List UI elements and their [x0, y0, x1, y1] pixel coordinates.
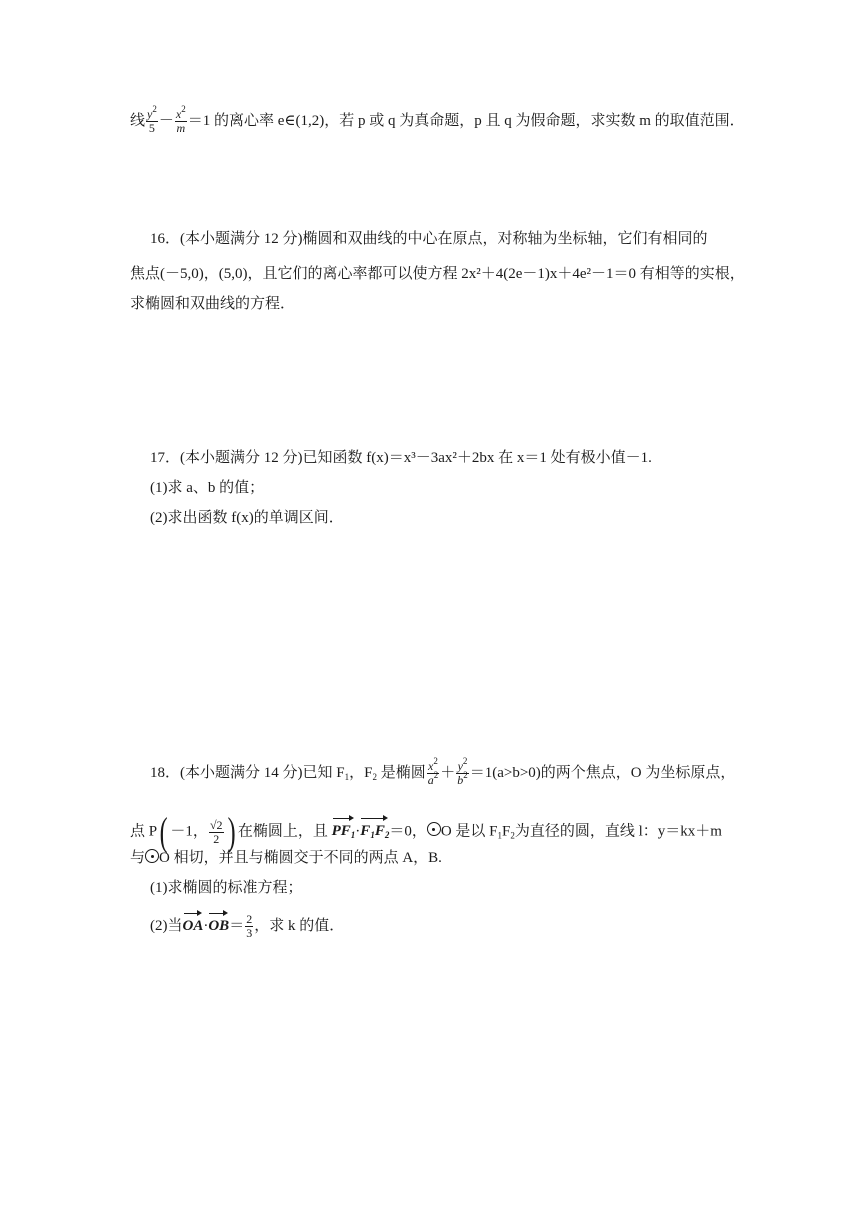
vector-f1f2: $F_1F_2$: [360, 818, 389, 841]
problem-16-line-3: 求椭圆和双曲线的方程．: [130, 296, 296, 312]
score-note: (本小题满分 12 分): [180, 231, 303, 247]
problem-17-line-1: 17．(本小题满分 12 分)已知函数 f(x)＝x³－3ax²＋2bx 在 x＝1 处有极小值－1.: [150, 450, 652, 466]
problem-16-line-2: 焦点(－5,0)，(5,0)，且它们的离心率都可以使方程 2x²＋4(2e－1)x＋4e²－1＝0 有相等的实根，: [130, 266, 745, 282]
problem-18-sub-2: (2)当OA·OB＝ $\frac{2}{3}$ ，求 k 的值．: [150, 912, 345, 941]
problem-number: 18．: [150, 764, 181, 781]
ellipse-frac-2: $\frac{y^2}{b^2}$: [457, 756, 468, 787]
value-frac: $\frac{2}{3}$: [246, 912, 253, 941]
problem-15-tail: 线 $\frac{y^2}{5}$ － $\frac{x^2}{m}$ ＝1 的离心率 e∈(1,2)，若 p 或 q 为真命题，p 且 q 为假命题，求实数 m 的取值范围．: [130, 104, 745, 135]
score-note: (本小题满分 14 分): [180, 764, 303, 781]
problem-17-sub-1: (1)求 a、b 的值；: [150, 480, 265, 496]
problem-18-sub-1: (1)求椭圆的标准方程；: [150, 880, 303, 896]
left-paren: (: [159, 809, 168, 854]
problem-18-line-2: 点 P( －1， $\frac{√2}{2}$ ) 在椭圆上，且 $PF_1\cdot F_1F_2=0$， O 是以 $F_1F_2$为直径的圆，直线 l：y＝kx＋m: [130, 809, 722, 854]
problem-15-text: 的离心率 e∈(1,2)，若 p 或 q 为真命题，p 且 q 为假命题，求实数 m 的取值范围．: [210, 112, 745, 129]
vector-ob: OB: [208, 913, 229, 936]
point-x: －1，: [170, 823, 208, 840]
problem-16-line-1: 16．(本小题满分 12 分)椭圆和双曲线的中心在原点，对称轴为坐标轴，它们有相同的: [150, 231, 708, 247]
point-y-frac: $\frac{√2}{2}$: [209, 817, 223, 846]
problem-18-line-1: 18．(本小题满分 14 分)已知 $F_1$，$F_2$ 是椭圆 $\frac{x^2}{a^2}$ ＋ $\frac{y^2}{b^2}$ ＝1(a>b>0)的两个焦点，O 为坐标原点，: [150, 756, 736, 787]
odot-icon: [145, 849, 159, 863]
vector-oa: OA: [183, 913, 204, 936]
problem-18-line-3: 与 O 相切，并且与椭圆交于不同的两点 A，B.: [130, 850, 442, 866]
odot-icon: [427, 822, 441, 836]
score-note: (本小题满分 12 分): [180, 450, 303, 466]
hyperbola-frac-2: $\frac{x^2}{m}$: [175, 104, 186, 135]
problem-number: 16．: [150, 231, 181, 247]
vector-pf1: $PF_1$: [332, 818, 356, 841]
text-prefix: 线: [130, 112, 146, 129]
problem-17-sub-2: (2)求出函数 f(x)的单调区间．: [150, 510, 344, 526]
problem-number: 17．: [150, 450, 181, 466]
hyperbola-frac-1: $\frac{y^2}{5}$: [147, 104, 157, 135]
ellipse-frac-1: $\frac{x^2}{a^2}$: [427, 756, 439, 787]
right-paren: ): [227, 809, 236, 854]
